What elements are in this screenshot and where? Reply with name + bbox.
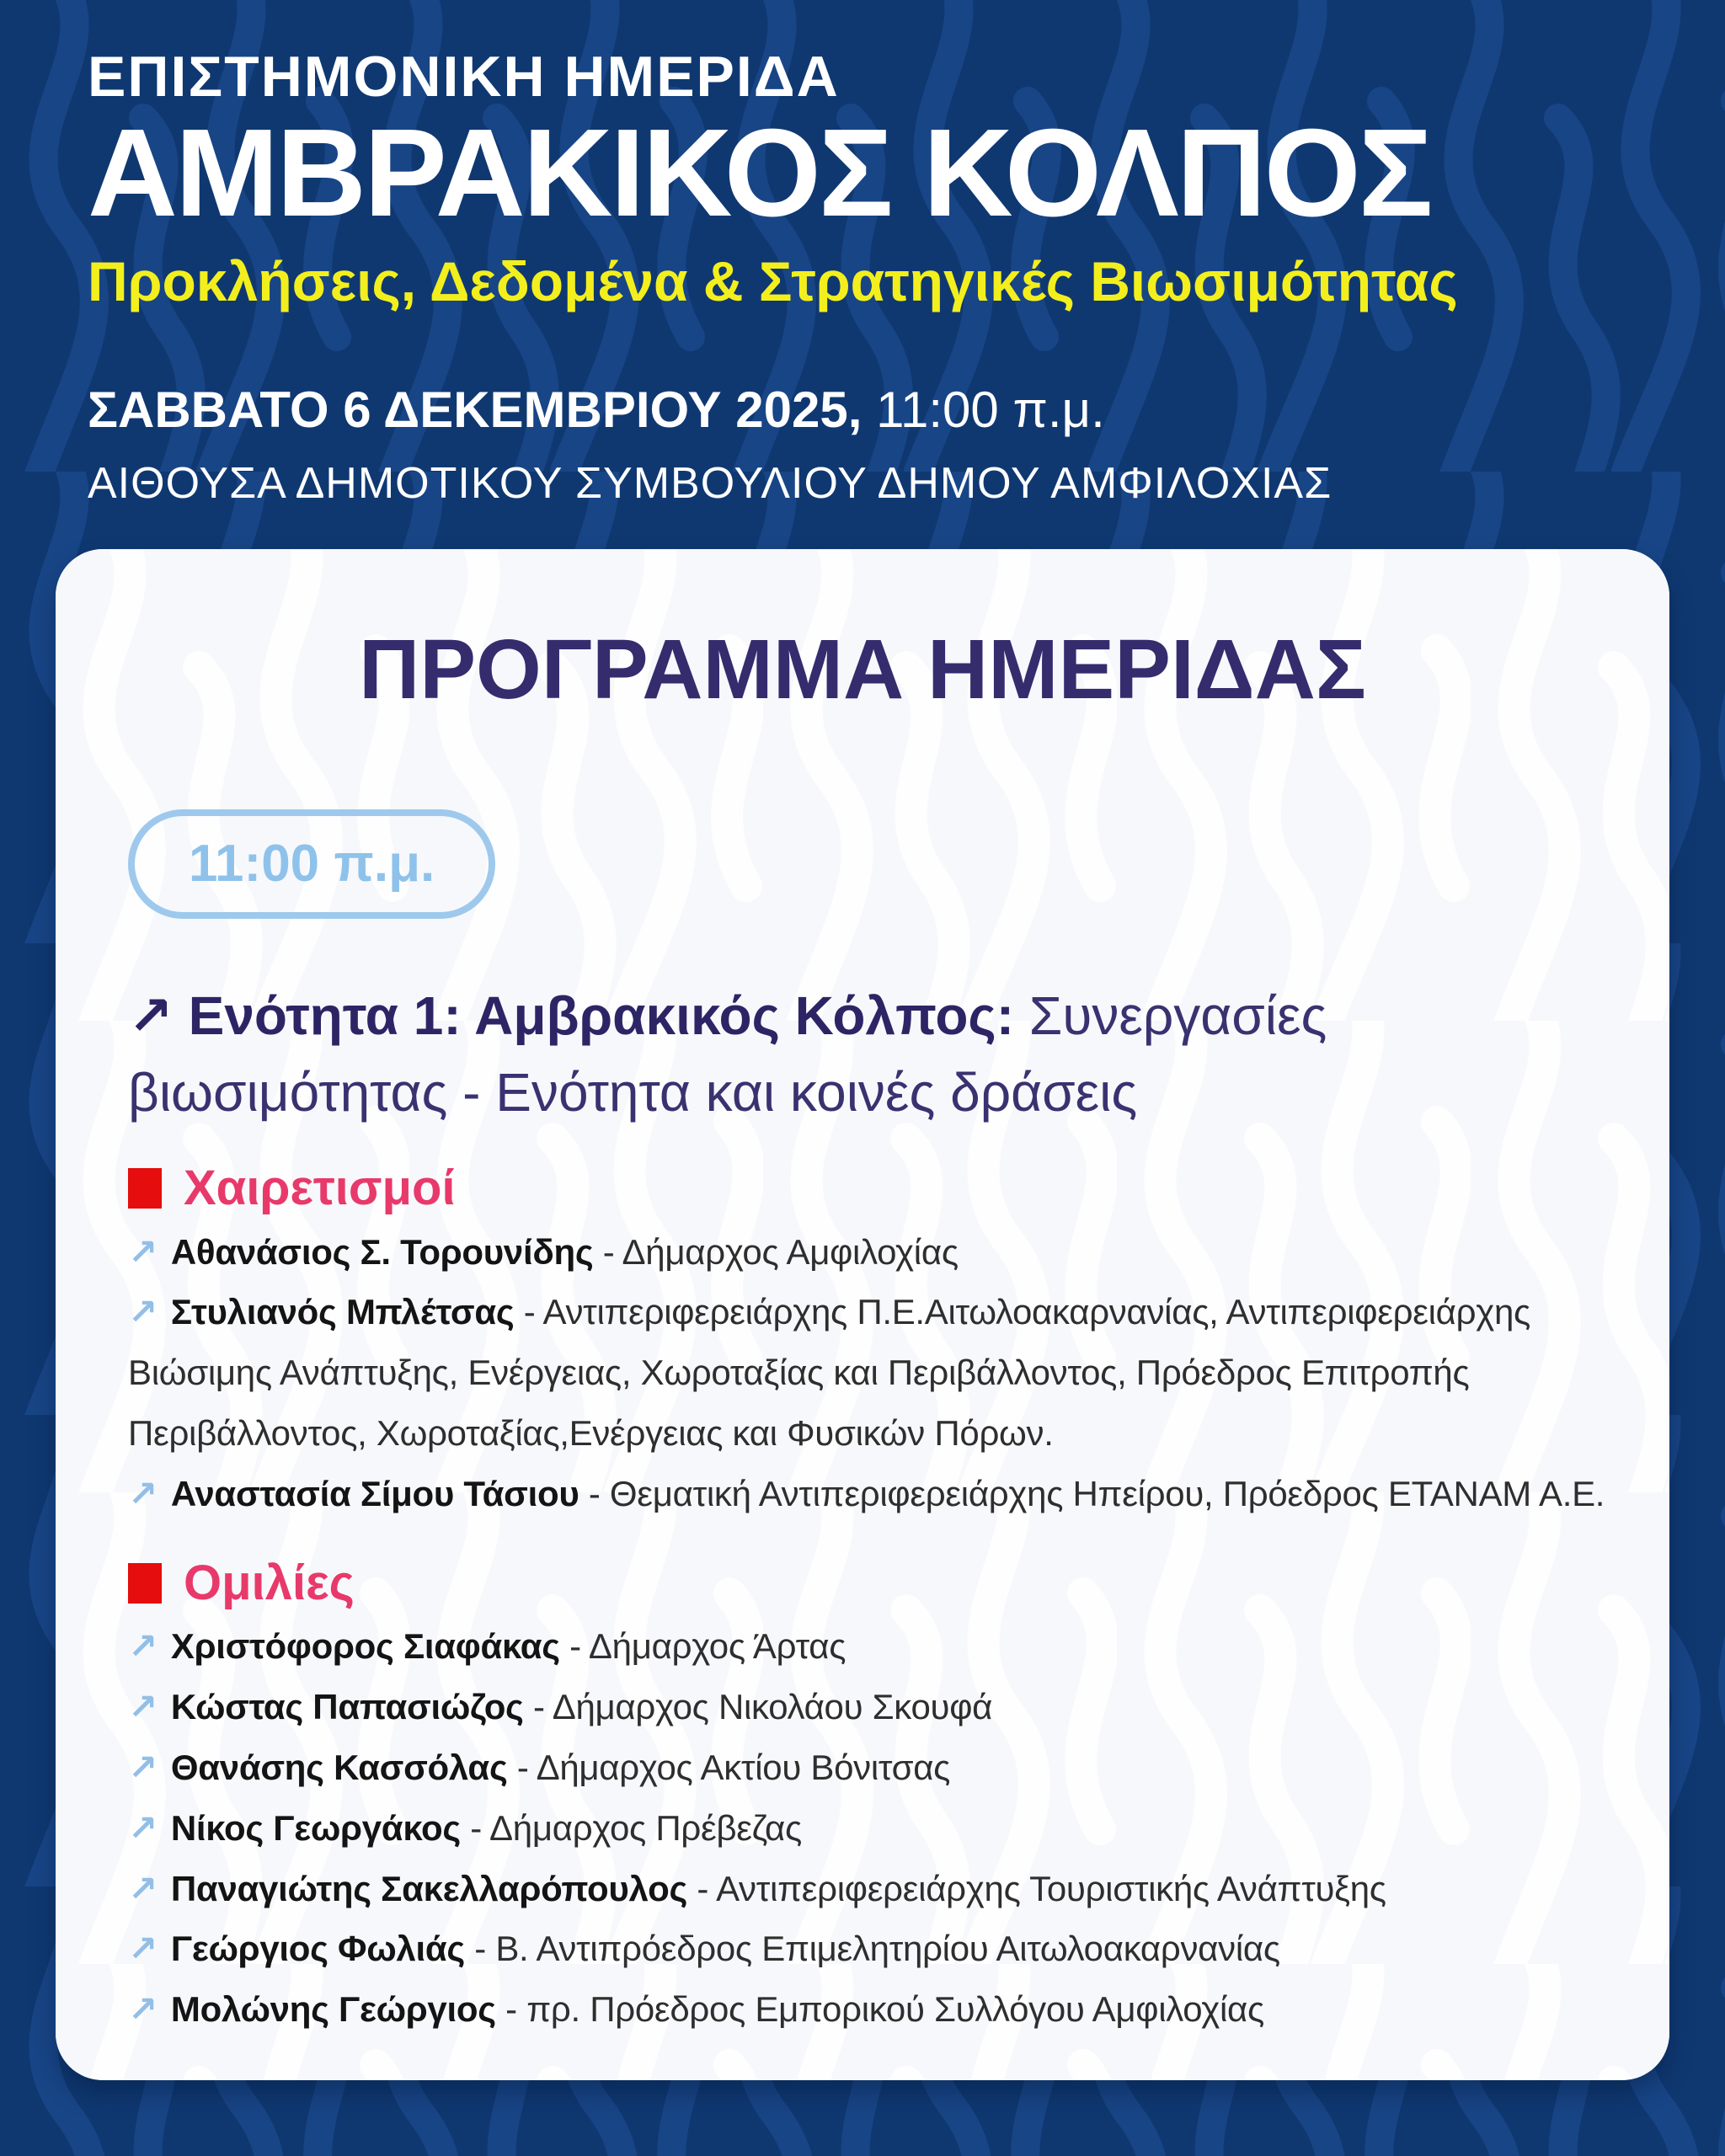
person-role: Δήμαρχος Αμφιλοχίας [622,1231,959,1272]
session-heading-bold: Ενότητα 1: Αμβρακικός Κόλπος: [188,985,1014,1046]
person-role: Β. Αντιπρόεδρος Επιμελητηρίου Αιτωλοακαρνανίας [495,1929,1280,1969]
arrow-up-right-icon: ↗ [128,1929,158,1969]
list-item [128,1222,1636,1283]
time-badge [128,809,495,919]
person-role: Δήμαρχος Πρέβεζας [489,1807,802,1848]
arrow-up-right-icon: ↗ [128,1687,158,1727]
event-time: 11:00 π.μ. [876,382,1105,438]
person-role: πρ. Πρόεδρος Εμπορικού Συλλόγου Αμφιλοχίας [526,1989,1264,2030]
person-name: Χριστόφορος Σιαφάκας [170,1626,560,1667]
person-role: Δήμαρχος Άρτας [588,1626,846,1667]
list-item [128,1616,1636,1677]
person-name: Αναστασία Σίμου Τάσιου [170,1473,579,1513]
separator: - [559,1626,589,1667]
event-kicker: ΕΠΙΣΤΗΜΟΝΙΚΗ ΗΜΕΡΙΔΑ [88,45,840,109]
person-role: Αντιπεριφερειάρχης Τουριστικής Ανάπτυξης [716,1868,1386,1908]
section-heading-label: Ομιλίες [184,1555,355,1610]
program-title: ΠΡΟΓΡΑΜΜΑ ΗΜΕΡΙΔΑΣ [359,622,1366,717]
separator: - [579,1473,610,1513]
separator: - [460,1807,490,1848]
person-name: Θανάσης Κασσόλας [170,1748,508,1788]
time-badge-label: 11:00 π.μ. [189,835,435,893]
arrow-up-right-icon: ↗ [128,1231,158,1272]
list-item [128,1677,1636,1737]
list-item [128,1464,1636,1524]
arrow-up-right-icon: ↗ [128,1292,158,1332]
program-card [56,549,1669,2080]
arrow-up-right-icon: ↗ [128,985,174,1046]
person-name: Μολώνης Γεώργιος [170,1989,496,2030]
arrow-up-right-icon: ↗ [128,1868,158,1908]
list-item [128,1282,1636,1463]
arrow-up-right-icon: ↗ [128,1989,158,2030]
talks-list [56,1616,1669,2040]
list-item [128,1919,1636,1979]
event-subtitle: Προκλήσεις, Δεδομένα & Στρατηγικές Βιωσιμότητας [88,250,1458,312]
section-heading-talks [128,1556,1669,1610]
person-name: Στυλιανός Μπλέτσας [170,1292,515,1332]
separator: - [686,1868,717,1908]
person-name: Παναγιώτης Σακελλαρόπουλος [170,1868,687,1908]
list-item [128,1859,1636,1919]
list-item [128,1737,1636,1798]
arrow-up-right-icon: ↗ [128,1748,158,1788]
red-square-bullet-icon [128,1563,162,1604]
separator: - [507,1748,537,1788]
separator: - [514,1292,543,1332]
program-card-content [56,622,1669,2040]
person-role: Αντιπεριφερειάρχης Π.Ε.Αιτωλοακαρνανίας, Αντιπεριφερειάρχης Βιώσιμης Ανάπτυξης, Ενέργειας, Χωροταξίας και Περιβάλλοντος, Πρόεδρος Επιτροπής Περιβάλλοντος, Χωροταξίας,Ενέργειας και Φυσικών Πόρων. [128,1292,1530,1453]
event-venue: ΑΙΘΟΥΣΑ ΔΗΜΟΤΙΚΟΥ ΣΥΜΒΟΥΛΙΟΥ ΔΗΜΟΥ ΑΜΦΙΛΟΧΙΑΣ [88,459,1332,508]
person-role: Δήμαρχος Ακτίου Βόνιτσας [536,1748,951,1788]
separator: - [593,1231,622,1272]
event-title: ΑΜΒΡΑΚΙΚΟΣ ΚΟΛΠΟΣ [88,104,1431,243]
arrow-up-right-icon: ↗ [128,1473,158,1513]
session-heading [128,978,1509,1131]
red-square-bullet-icon [128,1168,162,1209]
person-role: Δήμαρχος Νικολάου Σκουφά [552,1687,993,1727]
arrow-up-right-icon: ↗ [128,1807,158,1848]
person-name: Γεώργιος Φωλιάς [170,1929,465,1969]
list-item [128,1798,1636,1859]
section-heading-greetings [128,1161,1669,1215]
event-datetime [88,381,1105,439]
person-name: Αθανάσιος Σ. Τορουνίδης [170,1231,594,1272]
section-heading-label: Χαιρετισμοί [184,1160,456,1215]
separator: - [495,1989,527,2030]
time-badge-row [128,809,1669,919]
person-role: Θεματική Αντιπεριφερειάρχης Ηπείρου, Πρόεδρος ΕΤΑΝΑΜ Α.Ε. [609,1473,1605,1513]
person-name: Κώστας Παπασιώζος [170,1687,524,1727]
event-date: ΣΑΒΒΑΤΟ 6 ΔΕΚΕΜΒΡΙΟΥ 2025, [88,382,862,438]
arrow-up-right-icon: ↗ [128,1626,158,1667]
person-name: Νίκος Γεωργάκος [170,1807,461,1848]
separator: - [523,1687,553,1727]
separator: - [464,1929,496,1969]
list-item [128,1979,1636,2040]
session-heading-rest: Συνεργασίες βιωσιμότητας - Ενότητα και κοινές δράσεις [128,985,1327,1123]
greetings-list [56,1222,1669,1524]
